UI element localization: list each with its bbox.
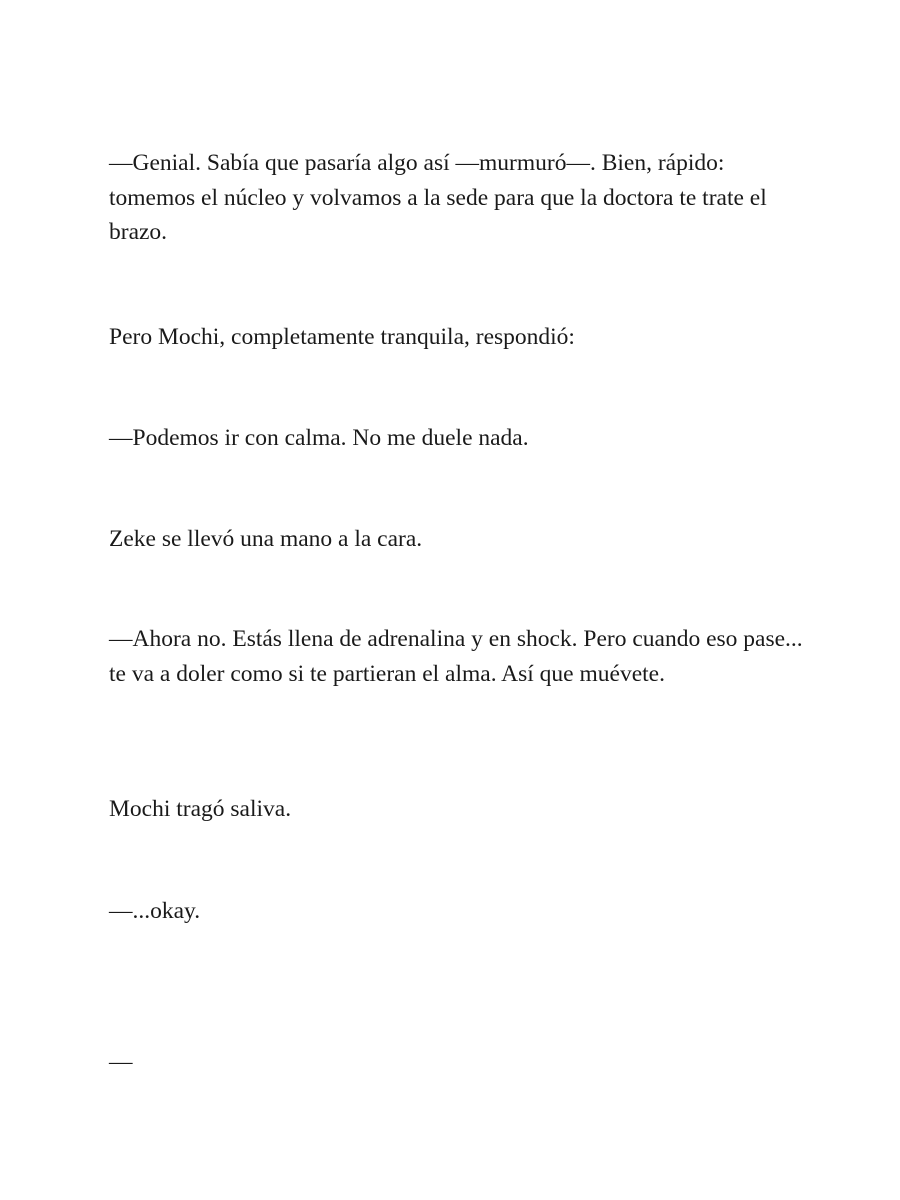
paragraph: —Podemos ir con calma. No me duele nada. <box>109 425 529 451</box>
paragraph: — <box>109 1049 133 1075</box>
paragraph: Zeke se llevó una mano a la cara. <box>109 526 423 552</box>
paragraph: Pero Mochi, completamente tranquila, respondió: <box>109 324 575 350</box>
paragraph: —Genial. Sabía que pasaría algo así —murmuró—. Bien, rápido: tomemos el núcleo y volvamos a la sede para que la doctora te trate el brazo. <box>109 150 767 245</box>
paragraph: —Ahora no. Estás llena de adrenalina y en shock. Pero cuando eso pase... te va a doler como si te partieran el alma. Así que muévete. <box>109 626 803 687</box>
paragraph: —...okay. <box>109 898 201 924</box>
paragraph: Mochi tragó saliva. <box>109 796 292 822</box>
